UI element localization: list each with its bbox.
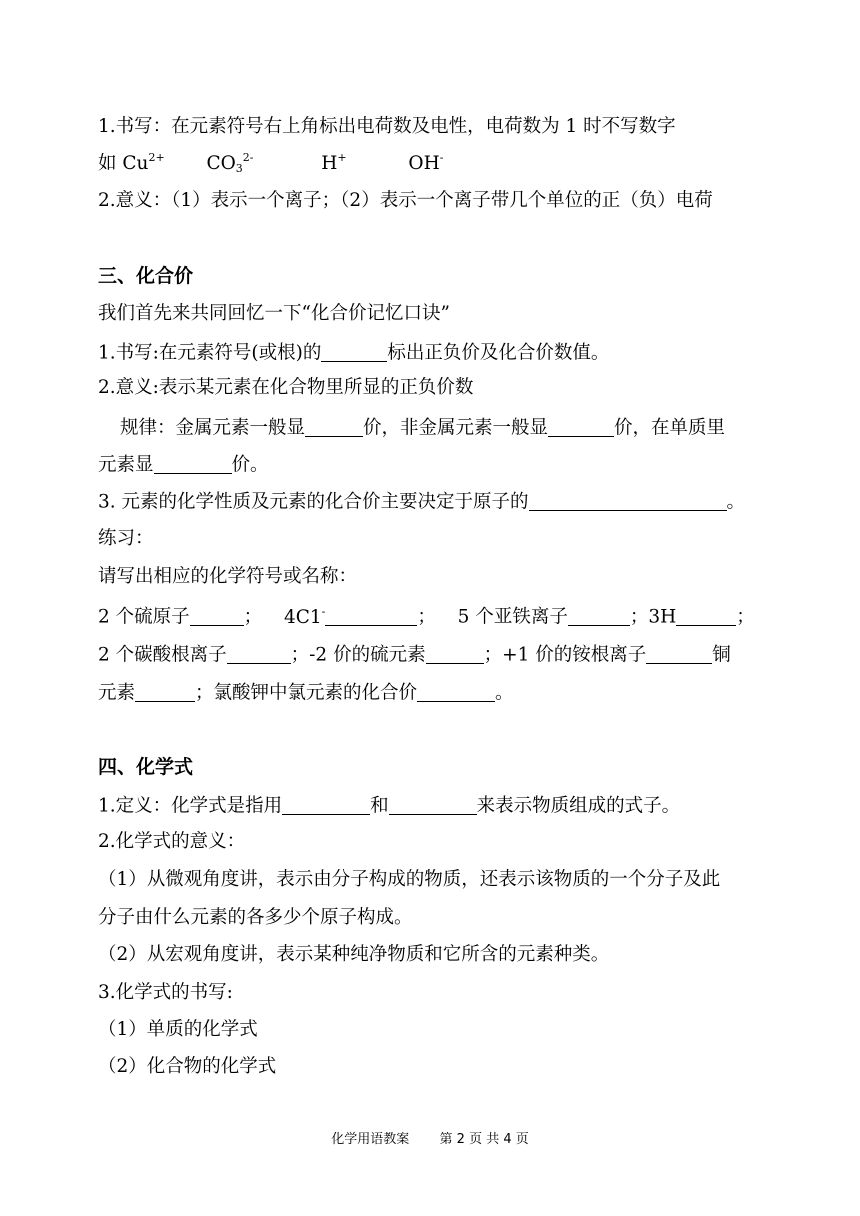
formula-writing-item-2: （2）化合物的化学式 — [98, 1056, 277, 1077]
blank-field[interactable] — [305, 417, 363, 437]
oh-symbol: OH- — [408, 151, 444, 174]
cu-charge: 2+ — [148, 151, 165, 164]
footer-doc-title: 化学用语教案 — [331, 1132, 410, 1147]
exercise-row-1: 2 个硫原子 ； 4C1- ； 5 个亚铁离子 ；3H ； — [98, 604, 755, 628]
valence-decide: 3. 元素的化学性质及元素的化合价主要决定于原子的 。 — [98, 491, 746, 513]
h-symbol: H+ — [321, 151, 347, 174]
ion-examples — [98, 151, 444, 175]
blank-field[interactable] — [417, 682, 495, 702]
blank-field[interactable] — [190, 606, 244, 626]
valence-meaning: 2.意义:表示某元素在化合物里所显的正负价数 — [98, 377, 474, 398]
example-prefix: 如 Cu — [98, 153, 149, 174]
blank-field[interactable] — [282, 795, 370, 815]
valence-intro: 我们首先来共同回忆一下“化合价记忆口诀” — [98, 303, 450, 324]
formula-definition: 1.定义：化学式是指用 和 来表示物质组成的式子。 — [98, 795, 681, 817]
blank-field[interactable] — [321, 342, 387, 362]
4cl-symbol: 4C1- — [283, 604, 326, 628]
formula-meaning-title: 2.化学式的意义： — [98, 831, 246, 852]
blank-field[interactable] — [389, 795, 477, 815]
blank-field[interactable] — [676, 606, 736, 626]
blank-field[interactable] — [135, 682, 195, 702]
page-footer — [0, 1128, 860, 1147]
valence-rule: 规律：金属元素一般显 价，非金属元素一般显 价，在单质里 — [120, 417, 726, 439]
formula-writing-item-1: （1）单质的化学式 — [98, 1019, 258, 1040]
valence-writing: 1.书写:在元素符号(或根)的 标出正负价及化合价数值。 — [98, 342, 610, 364]
exercise-row-3: 元素 ；氯酸钾中氯元素的化合价 。 — [98, 682, 514, 704]
blank-field[interactable] — [325, 606, 417, 626]
blank-field[interactable] — [568, 606, 630, 626]
blank-field[interactable] — [646, 644, 712, 664]
ion-meaning: 2.意义：（1）表示一个离子；（2）表示一个离子带几个单位的正（负）电荷 — [98, 190, 713, 211]
formula-micro-line-1: （1）从微观角度讲，表示由分子构成的物质，还表示该物质的一个分子及此 — [98, 869, 721, 890]
section-heading-formula: 四、化学式 — [98, 756, 194, 778]
footer-page-number: 第 2 页 共 4 页 — [439, 1132, 529, 1147]
formula-micro-line-2: 分子由什么元素的各多少个原子构成。 — [98, 907, 413, 928]
blank-field[interactable] — [548, 417, 614, 437]
blank-field[interactable] — [529, 491, 727, 511]
formula-macro: （2）从宏观角度讲，表示某种纯净物质和它所含的元素种类。 — [98, 944, 610, 965]
valence-rule-cont: 元素显 价。 — [98, 454, 269, 476]
blank-field[interactable] — [227, 644, 291, 664]
exercise-label: 练习： — [98, 528, 154, 549]
ion-writing-rule: 1.书写：在元素符号右上角标出电荷数及电性，电荷数为 1 时不写数字 — [98, 116, 676, 137]
co3-symbol: $CO_3^{2-}$ — [206, 151, 254, 175]
exercise-prompt: 请写出相应的化学符号或名称： — [98, 566, 358, 587]
blank-field[interactable] — [154, 454, 232, 474]
section-heading-valence: 三、化合价 — [98, 265, 194, 287]
formula-writing-title: 3.化学式的书写: — [98, 982, 233, 1003]
blank-field[interactable] — [426, 644, 484, 664]
exercise-row-2: 2 个碳酸根离子 ；-2 价的硫元素 ；+1 价的铵根离子 铜 — [98, 644, 731, 666]
